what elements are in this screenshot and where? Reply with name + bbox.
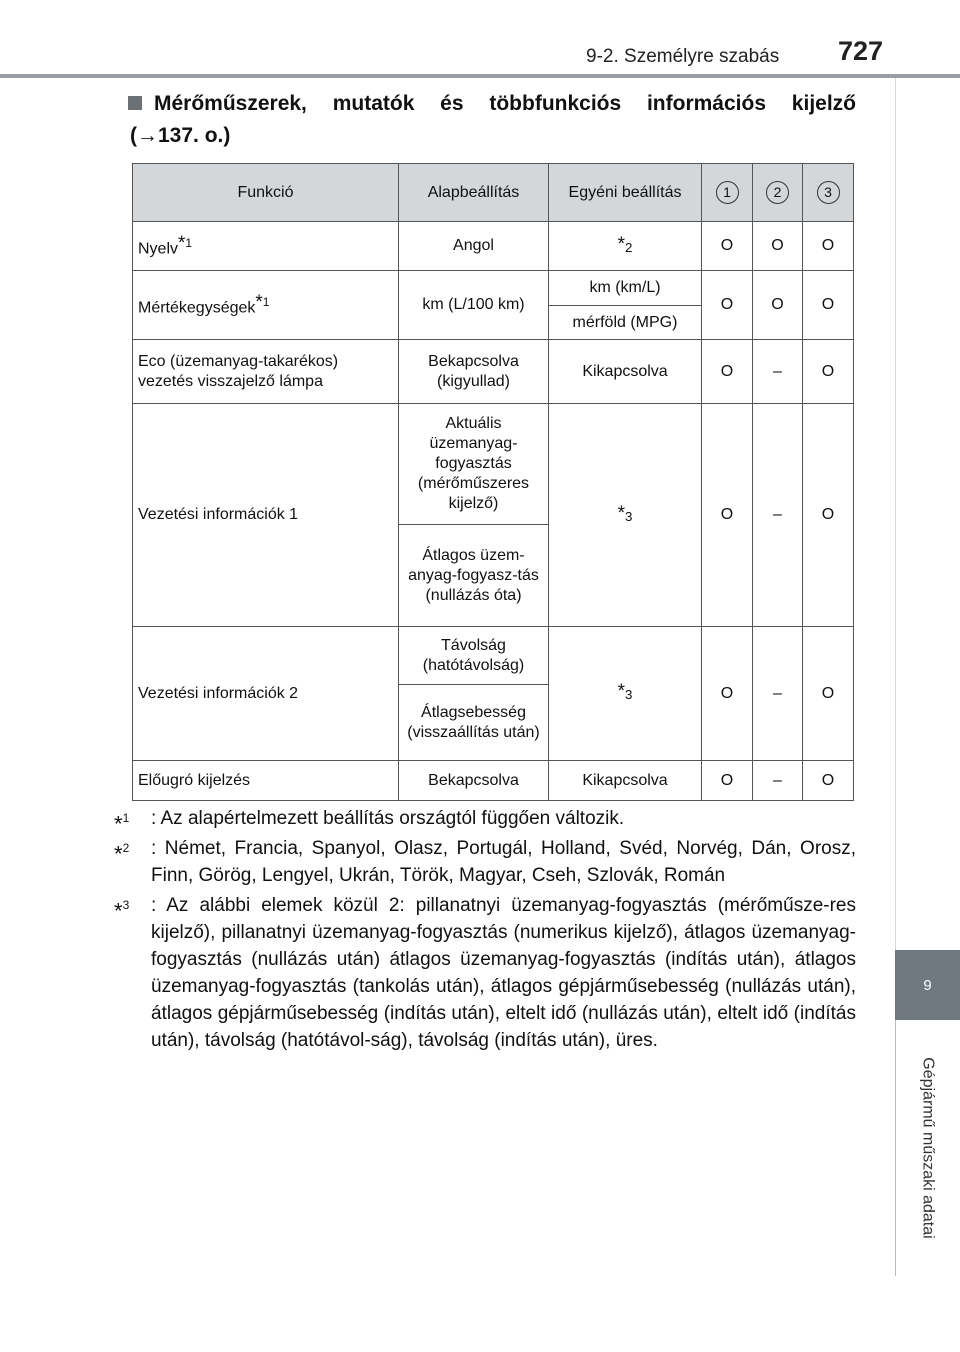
footnote-3: *$^3$ : Az alábbi elemek közül 2: pillanatnyi üzemanyag-fogyasztás (mérőműsze-res kijelző), pillanatnyi üzemanyag-fogyasztás (numerikus kijelző), átlagos üzemanyag-fogyasztás (nullázás után) átlagos üzemanyag-fogyasztás (indítás után), átlagos üzemanyag-fogyasztás (tankolás után), átlagos gépjárműsebesség (nullázás után), átlagos gépjárműsebesség (indítás után), eltelt idő (nullázás után), eltelt idő (indítás után), távolság (hatótávol-ság), távolság (indítás után), üres.	[114, 895, 856, 1051]
footnotes	[114, 805, 856, 1057]
asterisk-icon: *	[255, 291, 263, 313]
asterisk-icon: *	[617, 681, 625, 703]
row-default-a: Távolság (hatótávolság)	[399, 627, 549, 685]
row-function: Előugró kijelzés	[133, 761, 399, 801]
row-c3: O	[803, 222, 854, 271]
footnote-1: *$^1$ : Az alapértelmezett beállítás országtól függően változik.	[114, 808, 625, 837]
header-rule	[0, 74, 960, 78]
table-row	[133, 222, 854, 271]
section-heading	[130, 88, 856, 152]
header-col-1	[702, 164, 753, 222]
row-function: Nyelv$^{*1}$	[133, 222, 399, 271]
header-col-3	[803, 164, 854, 222]
circled-number-2-icon: 2	[766, 181, 789, 204]
row-default: Bekapcsolva	[399, 761, 549, 801]
row-default: Angol	[399, 222, 549, 271]
settings-table	[132, 163, 854, 801]
row-c1: O	[702, 627, 753, 761]
row-c3: O	[803, 340, 854, 404]
footnote-2: *$^2$ : Német, Francia, Spanyol, Olasz, Portugál, Holland, Svéd, Norvég, Dán, Orosz, Finn, Görög, Lengyel, Ukrán, Török, Magyar, Cseh, Szlovák, Román	[114, 838, 856, 886]
chapter-tab-label: Gépjármű műszaki adatai	[920, 1057, 938, 1239]
asterisk-icon: *	[114, 811, 123, 837]
row-custom-a: km (km/L)	[549, 271, 702, 306]
row-c2: –	[753, 340, 803, 404]
asterisk-icon: *	[617, 502, 625, 524]
row-custom: $*_3$	[549, 627, 702, 761]
row-function: Mértékegységek$^{*1}$	[133, 271, 399, 340]
heading-line-2: (→137. o.)	[130, 124, 231, 147]
row-custom: Kikapcsolva	[549, 340, 702, 404]
header-function: Funkció	[133, 164, 399, 222]
circled-number-1-icon: 1	[716, 181, 739, 204]
row-function: Eco (üzemanyag-takarékos) vezetés visszajelző lámpa	[133, 340, 399, 404]
row-c3: O	[803, 761, 854, 801]
row-c2: O	[753, 271, 803, 340]
header-custom: Egyéni beállítás	[549, 164, 702, 222]
asterisk-icon: *	[178, 232, 186, 254]
row-c2: O	[753, 222, 803, 271]
row-c3: O	[803, 271, 854, 340]
header-default: Alapbeállítás	[399, 164, 549, 222]
row-c3: O	[803, 627, 854, 761]
circled-number-3-icon: 3	[817, 181, 840, 204]
row-c1: O	[702, 340, 753, 404]
row-custom: $*_2$	[549, 222, 702, 271]
section-title: 9-2. Személyre szabás	[586, 46, 780, 67]
row-c1: O	[702, 271, 753, 340]
row-c2: –	[753, 627, 803, 761]
table-row	[133, 761, 854, 801]
square-bullet-icon	[128, 96, 142, 110]
row-custom-b: mérföld (MPG)	[549, 306, 702, 340]
chapter-tab-number: 9	[895, 950, 960, 1020]
row-default-b: Átlagos üzem-anyag-fogyasz-tás (nullázás óta)	[399, 525, 549, 627]
row-default: Bekapcsolva (kigyullad)	[399, 340, 549, 404]
row-default: km (L/100 km)	[399, 271, 549, 340]
asterisk-icon: *	[114, 841, 123, 867]
row-c3: O	[803, 404, 854, 627]
row-function: Vezetési információk 2	[133, 627, 399, 761]
asterisk-icon: *	[617, 233, 625, 255]
chapter-tab-label-box	[895, 1020, 960, 1276]
row-function: Vezetési információk 1	[133, 404, 399, 627]
row-custom: $*_3$	[549, 404, 702, 627]
row-default-b: Átlagsebesség (visszaállítás után)	[399, 685, 549, 761]
header-col-2	[753, 164, 803, 222]
table-header-row	[133, 164, 854, 222]
row-c1: O	[702, 761, 753, 801]
row-c2: –	[753, 761, 803, 801]
page-number: 727	[838, 36, 884, 66]
table-row	[133, 340, 854, 404]
side-tab-border	[895, 78, 960, 950]
table-row	[133, 404, 854, 525]
row-custom: Kikapcsolva	[549, 761, 702, 801]
asterisk-icon: *	[114, 898, 123, 924]
table-row	[133, 271, 854, 306]
heading-line-1: Mérőműszerek, mutatók és többfunkciós információs kijelző	[154, 92, 856, 115]
row-c2: –	[753, 404, 803, 627]
table-row	[133, 627, 854, 685]
row-c1: O	[702, 222, 753, 271]
row-c1: O	[702, 404, 753, 627]
row-default-a: Aktuális üzemanyag-fogyasztás (mérőműszeres kijelző)	[399, 404, 549, 525]
